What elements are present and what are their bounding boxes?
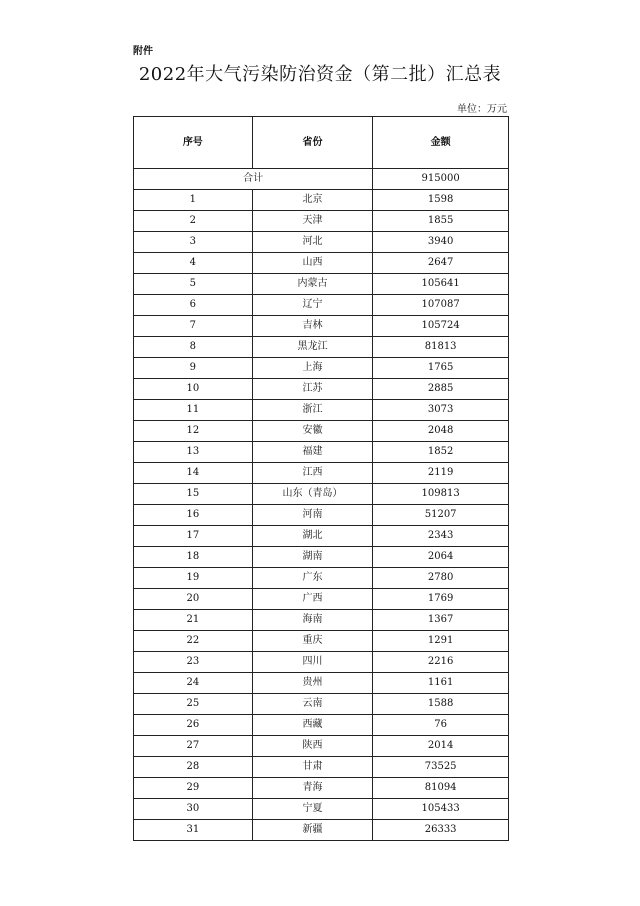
row-province: 河南 xyxy=(252,505,373,526)
row-amount: 76 xyxy=(373,715,509,736)
row-province: 广东 xyxy=(252,568,373,589)
row-index: 23 xyxy=(134,652,253,673)
row-amount: 2119 xyxy=(373,463,509,484)
row-amount: 1367 xyxy=(373,610,509,631)
row-province: 浙江 xyxy=(252,400,373,421)
row-index: 14 xyxy=(134,463,253,484)
row-amount: 1852 xyxy=(373,442,509,463)
row-province: 陕西 xyxy=(252,736,373,757)
row-index: 20 xyxy=(134,589,253,610)
row-amount: 51207 xyxy=(373,505,509,526)
row-amount: 81813 xyxy=(373,337,509,358)
row-province: 福建 xyxy=(252,442,373,463)
table-row xyxy=(134,673,509,694)
row-province: 甘肃 xyxy=(252,757,373,778)
row-index: 1 xyxy=(134,190,253,211)
total-amount: 915000 xyxy=(373,169,509,190)
table-row xyxy=(134,400,509,421)
row-province: 西藏 xyxy=(252,715,373,736)
table-row xyxy=(134,421,509,442)
table-row xyxy=(134,484,509,505)
row-index: 4 xyxy=(134,253,253,274)
row-index: 7 xyxy=(134,316,253,337)
row-index: 6 xyxy=(134,295,253,316)
header-index: 序号 xyxy=(134,117,253,169)
row-index: 24 xyxy=(134,673,253,694)
row-index: 11 xyxy=(134,400,253,421)
row-index: 9 xyxy=(134,358,253,379)
row-amount: 1765 xyxy=(373,358,509,379)
row-province: 山西 xyxy=(252,253,373,274)
row-index: 22 xyxy=(134,631,253,652)
table-row xyxy=(134,547,509,568)
table-row xyxy=(134,232,509,253)
row-amount: 1598 xyxy=(373,190,509,211)
row-province: 北京 xyxy=(252,190,373,211)
table-row xyxy=(134,652,509,673)
row-province: 新疆 xyxy=(252,820,373,841)
row-province: 辽宁 xyxy=(252,295,373,316)
row-amount: 2885 xyxy=(373,379,509,400)
row-province: 四川 xyxy=(252,652,373,673)
row-province: 湖北 xyxy=(252,526,373,547)
row-province: 吉林 xyxy=(252,316,373,337)
row-index: 12 xyxy=(134,421,253,442)
table-row xyxy=(134,442,509,463)
row-province: 黑龙江 xyxy=(252,337,373,358)
row-amount: 105724 xyxy=(373,316,509,337)
row-amount: 1769 xyxy=(373,589,509,610)
row-province: 内蒙古 xyxy=(252,274,373,295)
row-amount: 2216 xyxy=(373,652,509,673)
row-index: 17 xyxy=(134,526,253,547)
row-amount: 26333 xyxy=(373,820,509,841)
row-index: 21 xyxy=(134,610,253,631)
total-row xyxy=(134,169,509,190)
table-row xyxy=(134,631,509,652)
row-amount: 81094 xyxy=(373,778,509,799)
row-amount: 1588 xyxy=(373,694,509,715)
unit-label: 单位：万元 xyxy=(457,104,507,115)
row-province: 天津 xyxy=(252,211,373,232)
row-amount: 1291 xyxy=(373,631,509,652)
row-index: 10 xyxy=(134,379,253,400)
table-row xyxy=(134,295,509,316)
table-row xyxy=(134,820,509,841)
row-province: 江西 xyxy=(252,463,373,484)
row-index: 25 xyxy=(134,694,253,715)
row-province: 山东（青岛） xyxy=(252,484,373,505)
row-amount: 2780 xyxy=(373,568,509,589)
row-index: 31 xyxy=(134,820,253,841)
table-row xyxy=(134,211,509,232)
row-province: 江苏 xyxy=(252,379,373,400)
row-amount: 1855 xyxy=(373,211,509,232)
row-province: 广西 xyxy=(252,589,373,610)
total-label: 合计 xyxy=(134,169,373,190)
row-amount: 2048 xyxy=(373,421,509,442)
row-index: 5 xyxy=(134,274,253,295)
row-index: 18 xyxy=(134,547,253,568)
table-row xyxy=(134,253,509,274)
table-row xyxy=(134,526,509,547)
table-row xyxy=(134,694,509,715)
row-province: 河北 xyxy=(252,232,373,253)
table-row xyxy=(134,799,509,820)
row-amount: 2014 xyxy=(373,736,509,757)
table-row xyxy=(134,190,509,211)
row-amount: 2064 xyxy=(373,547,509,568)
attachment-label: 附件 xyxy=(133,46,153,57)
table-row xyxy=(134,757,509,778)
row-amount: 3073 xyxy=(373,400,509,421)
table-row xyxy=(134,568,509,589)
row-index: 13 xyxy=(134,442,253,463)
page-title: 2022年大气污染防治资金（第二批）汇总表 xyxy=(138,64,502,85)
row-amount: 73525 xyxy=(373,757,509,778)
funds-table xyxy=(133,116,509,841)
header-amount: 金额 xyxy=(373,117,509,169)
row-amount: 2343 xyxy=(373,526,509,547)
row-amount: 105433 xyxy=(373,799,509,820)
table-row xyxy=(134,358,509,379)
row-index: 28 xyxy=(134,757,253,778)
row-amount: 107087 xyxy=(373,295,509,316)
row-amount: 105641 xyxy=(373,274,509,295)
row-province: 宁夏 xyxy=(252,799,373,820)
row-province: 重庆 xyxy=(252,631,373,652)
row-index: 15 xyxy=(134,484,253,505)
table-row xyxy=(134,505,509,526)
row-amount: 1161 xyxy=(373,673,509,694)
header-row xyxy=(134,117,509,169)
table-row xyxy=(134,274,509,295)
table-row xyxy=(134,316,509,337)
row-index: 2 xyxy=(134,211,253,232)
row-index: 30 xyxy=(134,799,253,820)
row-amount: 3940 xyxy=(373,232,509,253)
row-province: 上海 xyxy=(252,358,373,379)
row-index: 29 xyxy=(134,778,253,799)
table-row xyxy=(134,610,509,631)
row-province: 安徽 xyxy=(252,421,373,442)
row-index: 26 xyxy=(134,715,253,736)
row-amount: 2647 xyxy=(373,253,509,274)
row-index: 16 xyxy=(134,505,253,526)
row-index: 8 xyxy=(134,337,253,358)
row-index: 19 xyxy=(134,568,253,589)
table-row xyxy=(134,337,509,358)
header-province: 省份 xyxy=(252,117,373,169)
row-index: 3 xyxy=(134,232,253,253)
row-province: 青海 xyxy=(252,778,373,799)
table-row xyxy=(134,715,509,736)
row-province: 贵州 xyxy=(252,673,373,694)
row-amount: 109813 xyxy=(373,484,509,505)
table-row xyxy=(134,589,509,610)
row-province: 湖南 xyxy=(252,547,373,568)
row-province: 云南 xyxy=(252,694,373,715)
row-index: 27 xyxy=(134,736,253,757)
row-province: 海南 xyxy=(252,610,373,631)
table-row xyxy=(134,778,509,799)
table-row xyxy=(134,463,509,484)
table-row xyxy=(134,736,509,757)
table-row xyxy=(134,379,509,400)
